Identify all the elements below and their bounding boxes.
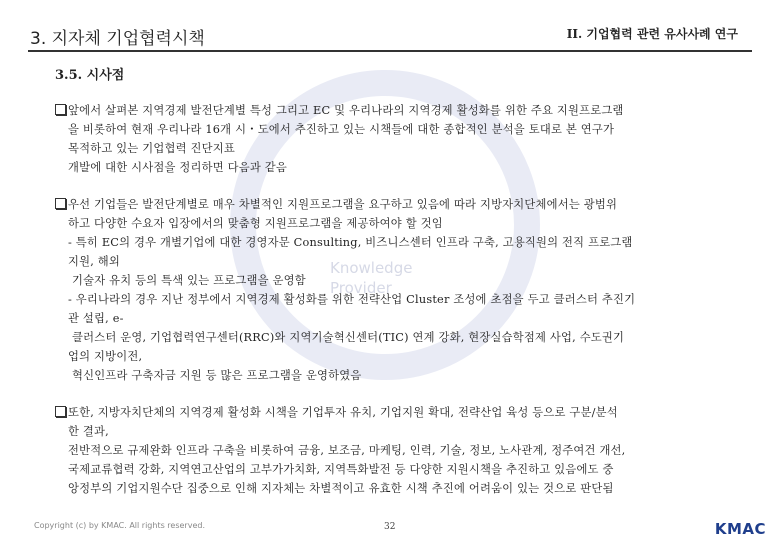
text-line: 앙정부의 기업지원수단 집중으로 인해 지자체는 차별적이고 유효한 시책 추진에 어려움이 있는 것으로 판단됨 [68,482,614,495]
paragraph [55,403,757,498]
text-line: 우선 기업들은 발전단계별로 매우 차별적인 지원프로그램을 요구하고 있음에 따라 지방자치단체에서는 광범위 [68,198,618,211]
text-line: - 특히 EC의 경우 개별기업에 대한 경영자문 Consulting, 비즈니스센터 인프라 구축, 고용직원의 전직 프로그램 [68,236,633,249]
text-line: 앞에서 살펴본 지역경제 발전단계별 특성 그리고 EC 및 우리나라의 지역경제 활성화를 위한 주요 지원프로그램 [68,104,624,117]
text-line: 클러스터 운영, 기업협력연구센터(RRC)와 지역기술혁신센터(TIC) 연계 강화, 현장실습학점제 사업, 수도권기 [72,331,625,344]
text-line: 하고 다양한 수요자 입장에서의 맞춤형 지원프로그램을 제공하여야 할 것임 [68,217,443,230]
sub-heading: 3.5. 시사점 [55,68,125,83]
checkbox-bullet-icon [55,104,66,115]
section-title: II. 기업협력 관련 유사사례 연구 [566,27,738,41]
text-line: 목적하고 있는 기업협력 진단지표 [68,142,235,155]
header-divider [28,50,752,52]
page-title: 3. 지자체 기업협력시책 [30,29,205,49]
text-line: 국제교류협력 강화, 지역연고산업의 고부가가치화, 지역특화발전 등 다양한 지원시책을 추진하고 있음에도 중 [68,463,614,476]
paragraph [55,101,757,177]
content-body [55,101,757,516]
text-line: 을 비롯하여 현재 우리나라 16개 시・도에서 추진하고 있는 시책들에 대한 종합적인 분석을 토대로 본 연구가 [68,123,615,136]
text-line: - 우리나라의 경우 지난 정부에서 지역경제 활성화를 위한 전략산업 Cluster 조성에 초점을 두고 클러스터 추진기 [68,293,636,306]
text-line: 업의 지방이전, [68,350,143,363]
checkbox-bullet-icon [55,198,66,209]
text-line: 지원, 해외 [68,255,121,268]
text-line: 한 결과, [68,425,109,438]
text-line: 관 설립, e- [68,312,124,325]
watermark-line: Provider [330,279,392,297]
text-line: 혁신인프라 구축자금 지원 등 많은 프로그램을 운영하였음 [72,369,362,382]
text-line: 전반적으로 규제완화 인프라 구축을 비롯하여 금융, 보조금, 마케팅, 인력, 기술, 정보, 노사관계, 정주여건 개선, [68,444,626,457]
text-line: 개발에 대한 시사점을 정리하면 다음과 같음 [68,161,287,174]
page-number: 32 [384,522,396,532]
copyright-text: Copyright (c) by KMAC. All rights reserved. [34,521,205,530]
text-line: 기술자 유치 등의 특색 있는 프로그램을 운영함 [72,274,306,287]
text-line: 또한, 지방자치단체의 지역경제 활성화 시책을 기업투자 유치, 기업지원 확대, 전략산업 육성 등으로 구분/분석 [68,406,618,419]
paragraph [55,195,757,385]
checkbox-bullet-icon [55,406,66,417]
kmac-logo: KMAC [714,520,766,538]
watermark-line: Knowledge [330,259,413,277]
